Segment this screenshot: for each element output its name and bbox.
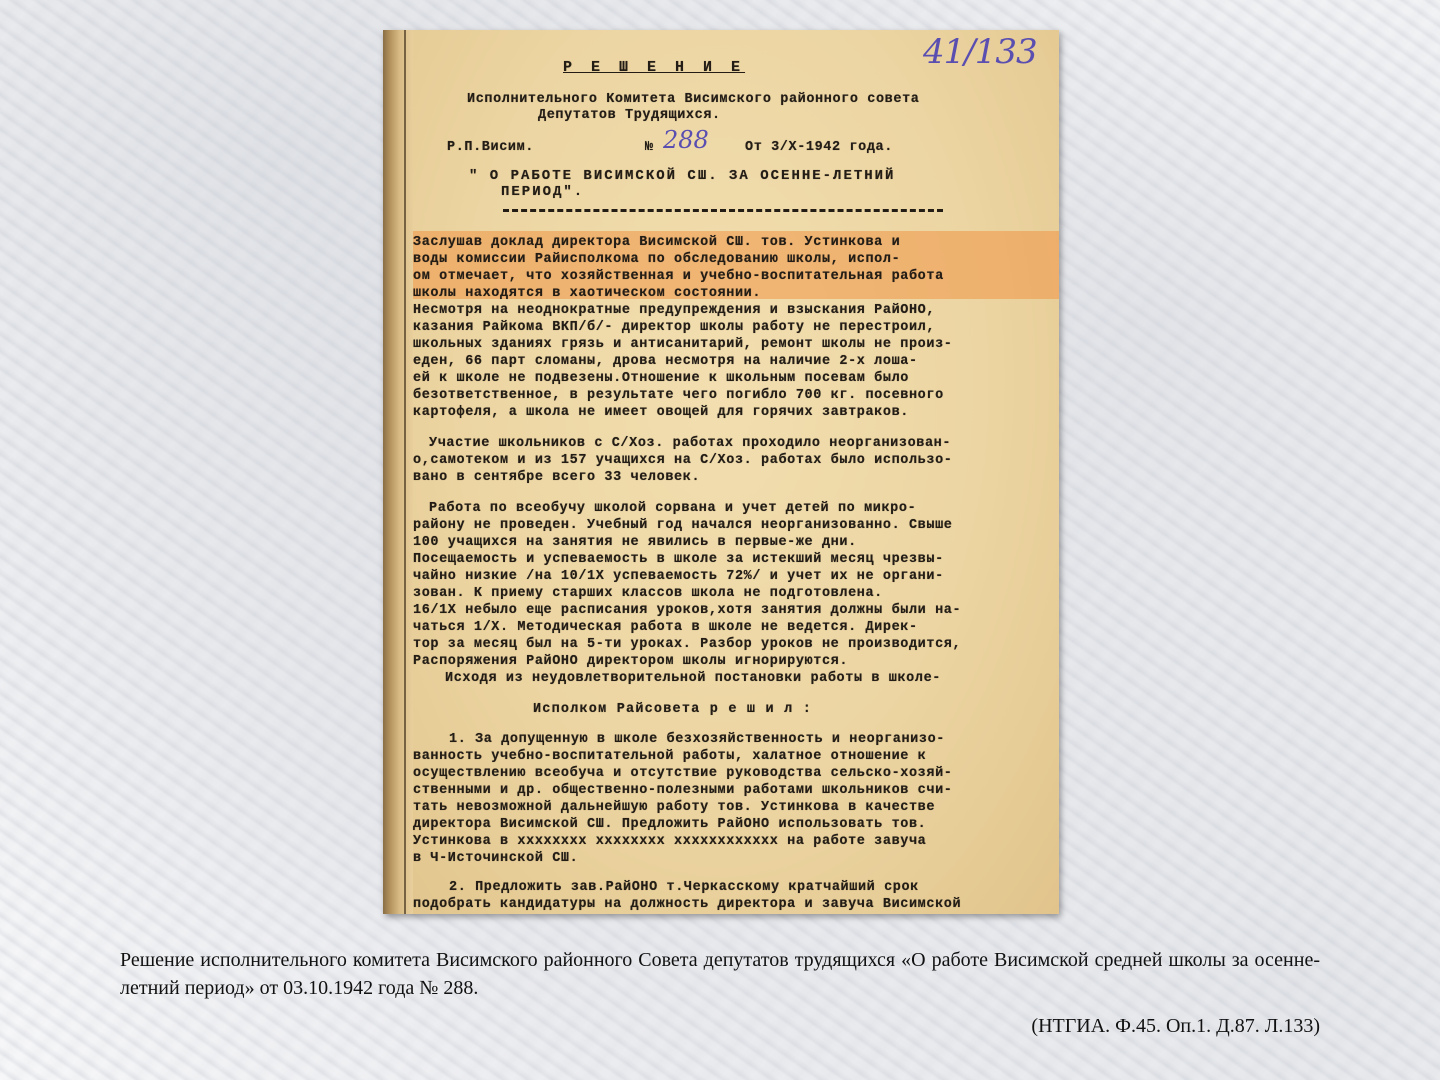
paragraph-3-line: Посещаемость и успеваемость в школе за истекший месяц чрезвы-	[413, 552, 944, 567]
paragraph-1-line: безответственное, в результате чего погибло 700 кг. посевного	[413, 388, 944, 403]
resolution-item-1-line: Устинкова в хххххххх хххххххх хххххххххххх на работе завуча	[413, 834, 927, 849]
archive-source-reference: (НТГИА. Ф.45. Оп.1. Д.87. Л.133)	[1031, 1015, 1320, 1037]
document-binding-line	[404, 30, 406, 914]
resolution-item-1-line: директора Висимской СШ. Предложить РайОНО использовать тов.	[413, 817, 927, 832]
resolution-item-1-line: осуществлению всеобуча и отсутствие руководства сельско-хозяй-	[413, 766, 953, 781]
paragraph-1-line: школы находятся в хаотическом состоянии.	[413, 286, 762, 301]
resolution-item-2-line: 2. Предложить зав.РайОНО т.Черкасскому кратчайший срок	[449, 880, 919, 895]
document-binding-edge	[383, 30, 413, 914]
subject-line-2: ПЕРИОД".	[501, 184, 585, 200]
resolution-item-1-line: ванность учебно-воспитательной работы, халатное отношение к	[413, 749, 927, 764]
org-line-2: Депутатов Трудящихся.	[538, 108, 721, 123]
paragraph-1-line: воды комиссии Райисполкома по обследованию школы, испол-	[413, 252, 901, 267]
paragraph-3-line: Работа по всеобучу школой сорвана и учет детей по микро-	[429, 501, 917, 516]
paragraph-2-line: о,самотеком и из 157 учащихся на С/Хоз. работах было использо-	[413, 453, 953, 468]
resolution-item-1-line: ственными и др. общественно-полезными работами школьников счи-	[413, 783, 953, 798]
org-line-1: Исполнительного Комитета Висимского районного совета	[467, 92, 920, 107]
paragraph-3-line: чаться 1/Х. Методическая работа в школе не ведется. Дирек-	[413, 620, 918, 635]
resolution-heading: Исполком Райсовета р е ш и л :	[533, 702, 813, 717]
paragraph-3-line: 16/1Х небыло еще расписания уроков,хотя занятия должны были на-	[413, 603, 962, 618]
paragraph-2-line: Участие школьников с С/Хоз. работах проходило неорганизован-	[429, 436, 952, 451]
paragraph-1-line: картофеля, а школа не имеет овощей для горячих завтраков.	[413, 405, 909, 420]
subject-line-1: " О РАБОТЕ ВИСИМСКОЙ СШ. ЗА ОСЕННЕ-ЛЕТНИЙ	[469, 168, 896, 184]
scanned-document	[383, 30, 1059, 914]
paragraph-1-line: школьных зданиях грязь и антисанитарий, ремонт школы не произ-	[413, 337, 953, 352]
subject-underline	[503, 209, 943, 212]
paragraph-3-line: тор за месяц был на 5-ти уроках. Разбор уроков не производится,	[413, 637, 962, 652]
document-date: От 3/Х-1942 года.	[745, 140, 893, 155]
paragraph-3-line: Распоряжения РайОНО директором школы игнорируются.	[413, 654, 849, 669]
paragraph-3-line: 100 учащихся на занятия не явились в первые-же дни.	[413, 535, 857, 550]
paragraph-1-line: Заслушав доклад директора Висимской СШ. тов. Устинкова и	[413, 235, 901, 250]
document-place: Р.П.Висим.	[447, 140, 535, 155]
resolution-item-1-line: в Ч-Источинской СШ.	[413, 851, 579, 866]
document-title: Р Е Ш Е Н И Е	[563, 59, 746, 76]
resolution-item-2-line: подобрать кандидатуры на должность директора и завуча Висимской	[413, 897, 962, 912]
paragraph-1-line: казания Райкома ВКП/б/- директор школы работу не перестроил,	[413, 320, 936, 335]
paragraph-3-line: зован. К приему старших классов школа не подготовлена.	[413, 586, 883, 601]
paragraph-1-line: еден, 66 парт сломаны, дрова несмотря на наличие 2-х лоша-	[413, 354, 918, 369]
paragraph-1-line: Несмотря на неоднократные предупреждения и взыскания РайОНО,	[413, 303, 936, 318]
document-number-label: №	[645, 140, 654, 155]
archive-page-number: 41/133	[923, 32, 1037, 72]
paragraph-2-line: вано в сентябре всего 33 человек.	[413, 470, 701, 485]
resolution-item-1-line: 1. За допущенную в школе безхозяйственность и неорганизо-	[449, 732, 945, 747]
paragraph-3-line: чайно низкие /на 10/1Х успеваемость 72%/ и учет их не органи-	[413, 569, 944, 584]
paragraph-1-line: ей к школе не подвезены.Отношение к школьным посевам было	[413, 371, 909, 386]
document-number-value: 288	[663, 126, 709, 154]
paragraph-3-line: району не проведен. Учебный год начался неорганизованно. Свыше	[413, 518, 953, 533]
paragraph-3-line: Исходя из неудовлетворительной постановки работы в школе-	[445, 671, 941, 686]
resolution-item-1-line: тать невозможной дальнейшую работу тов. Устинкова в качестве	[413, 800, 936, 815]
document-caption: Решение исполнительного комитета Висимского районного Совета депутатов трудящихся «О работе Висимской средней школы за осенне-летний период» от 03.10.1942 года № 288.	[120, 949, 1320, 999]
paragraph-1-line: ом отмечает, что хозяйственная и учебно-воспитательная работа	[413, 269, 944, 284]
